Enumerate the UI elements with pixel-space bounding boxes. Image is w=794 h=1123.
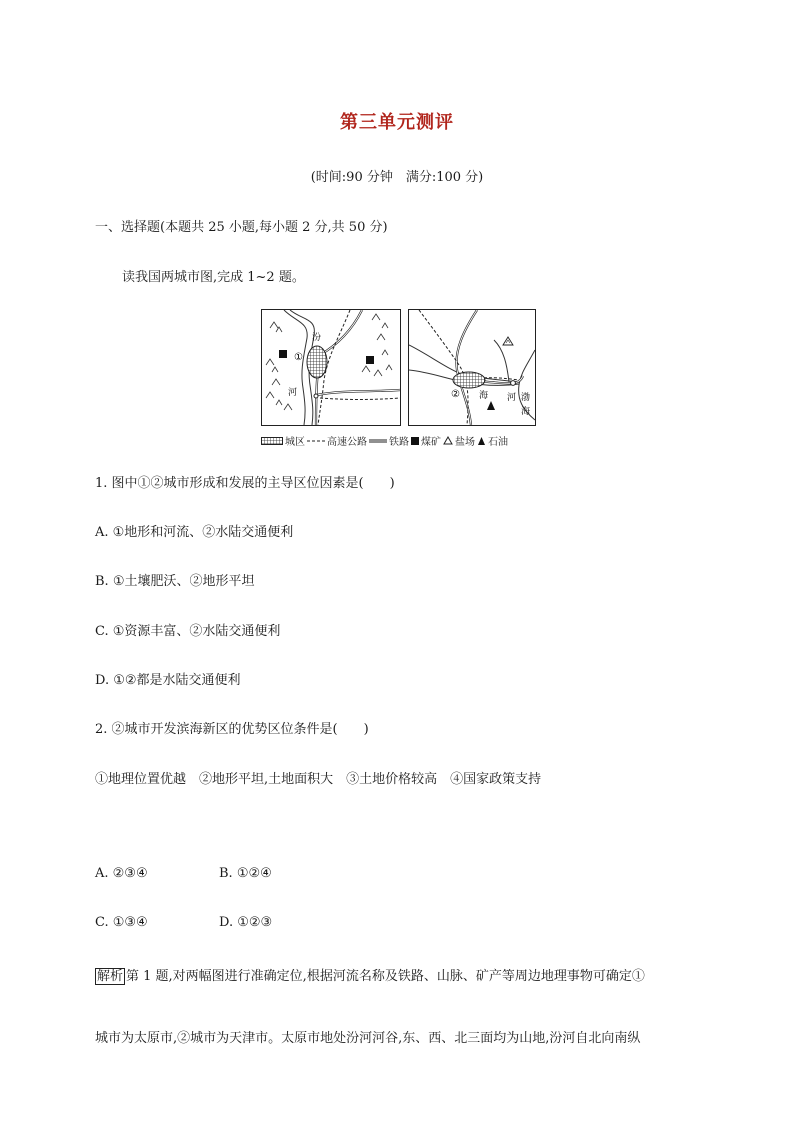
city-maps-figure bbox=[261, 309, 536, 449]
legend-railway: 铁路 bbox=[389, 437, 409, 448]
analysis-text-1: 第 1 题,对两幅图进行准确定位,根据河流名称及铁路、山脉、矿产等周边地理事物可确定① bbox=[126, 969, 645, 984]
question-2-conditions: ①地理位置优越 ②地形平坦,土地面积大 ③土地价格较高 ④国家政策支持 bbox=[95, 772, 542, 787]
legend-oil: 石油 bbox=[488, 437, 508, 448]
map-legend bbox=[261, 433, 536, 448]
question-1-option-a: A. ①地形和河流、②水陆交通便利 bbox=[95, 525, 294, 540]
exam-info: (时间:90 分钟 满分:100 分) bbox=[310, 170, 484, 185]
map-left bbox=[261, 309, 401, 426]
question-1-option-b: B. ①土壤肥沃、②地形平坦 bbox=[95, 574, 255, 589]
question-2-option-c: C. ①③④ bbox=[95, 915, 148, 930]
urban-swatch-icon bbox=[261, 437, 283, 445]
map-right-drawing bbox=[409, 310, 535, 425]
instruction: 读我国两城市图,完成 1~2 题。 bbox=[122, 270, 305, 285]
river-label-fen: 汾 bbox=[312, 333, 322, 343]
oil-icon bbox=[477, 436, 486, 445]
question-2-option-d: D. ①②③ bbox=[219, 915, 273, 930]
question-1-stem: 1. 图中①②城市形成和发展的主导区位因素是( ) bbox=[95, 476, 395, 491]
analysis-tag: 解析 bbox=[97, 969, 124, 984]
railway-line-icon bbox=[369, 437, 387, 445]
city-label-1: ① bbox=[294, 352, 303, 363]
page-title: 第三单元测评 bbox=[340, 112, 454, 133]
city-label-2: ② bbox=[451, 389, 460, 400]
legend-highway: 高速公路 bbox=[327, 437, 367, 448]
section-heading: 一、选择题(本题共 25 小题,每小题 2 分,共 50 分) bbox=[95, 220, 388, 235]
highway-line-icon bbox=[307, 437, 325, 445]
river-label-he: 河 bbox=[288, 388, 298, 398]
question-1-option-c: C. ①资源丰富、②水陆交通便利 bbox=[95, 624, 281, 639]
analysis-line-2: 城市为太原市,②城市为天津市。太原市地处汾河河谷,东、西、北三面均为山地,汾河自北向南纵 bbox=[95, 1031, 641, 1046]
question-1-option-d: D. ①②都是水陆交通便利 bbox=[95, 673, 241, 688]
river-label-hai: 海 bbox=[479, 391, 489, 401]
map-right bbox=[408, 309, 536, 426]
question-2-option-a: A. ②③④ bbox=[95, 866, 148, 881]
question-2-stem: 2. ②城市开发滨海新区的优势区位条件是( ) bbox=[95, 722, 369, 737]
sea-label-bo: 渤 bbox=[521, 393, 531, 403]
legend-coal: 煤矿 bbox=[421, 437, 441, 448]
sea-label-hai: 海 bbox=[521, 407, 531, 417]
question-2-option-b: B. ①②④ bbox=[219, 866, 272, 881]
legend-salt: 盐场 bbox=[455, 437, 475, 448]
legend-urban: 城区 bbox=[285, 437, 305, 448]
map-left-drawing bbox=[262, 310, 400, 425]
river-label-he-right: 河 bbox=[507, 393, 517, 403]
salt-field-icon bbox=[443, 436, 453, 445]
coal-icon bbox=[411, 437, 419, 445]
analysis-line-1 bbox=[95, 965, 645, 984]
